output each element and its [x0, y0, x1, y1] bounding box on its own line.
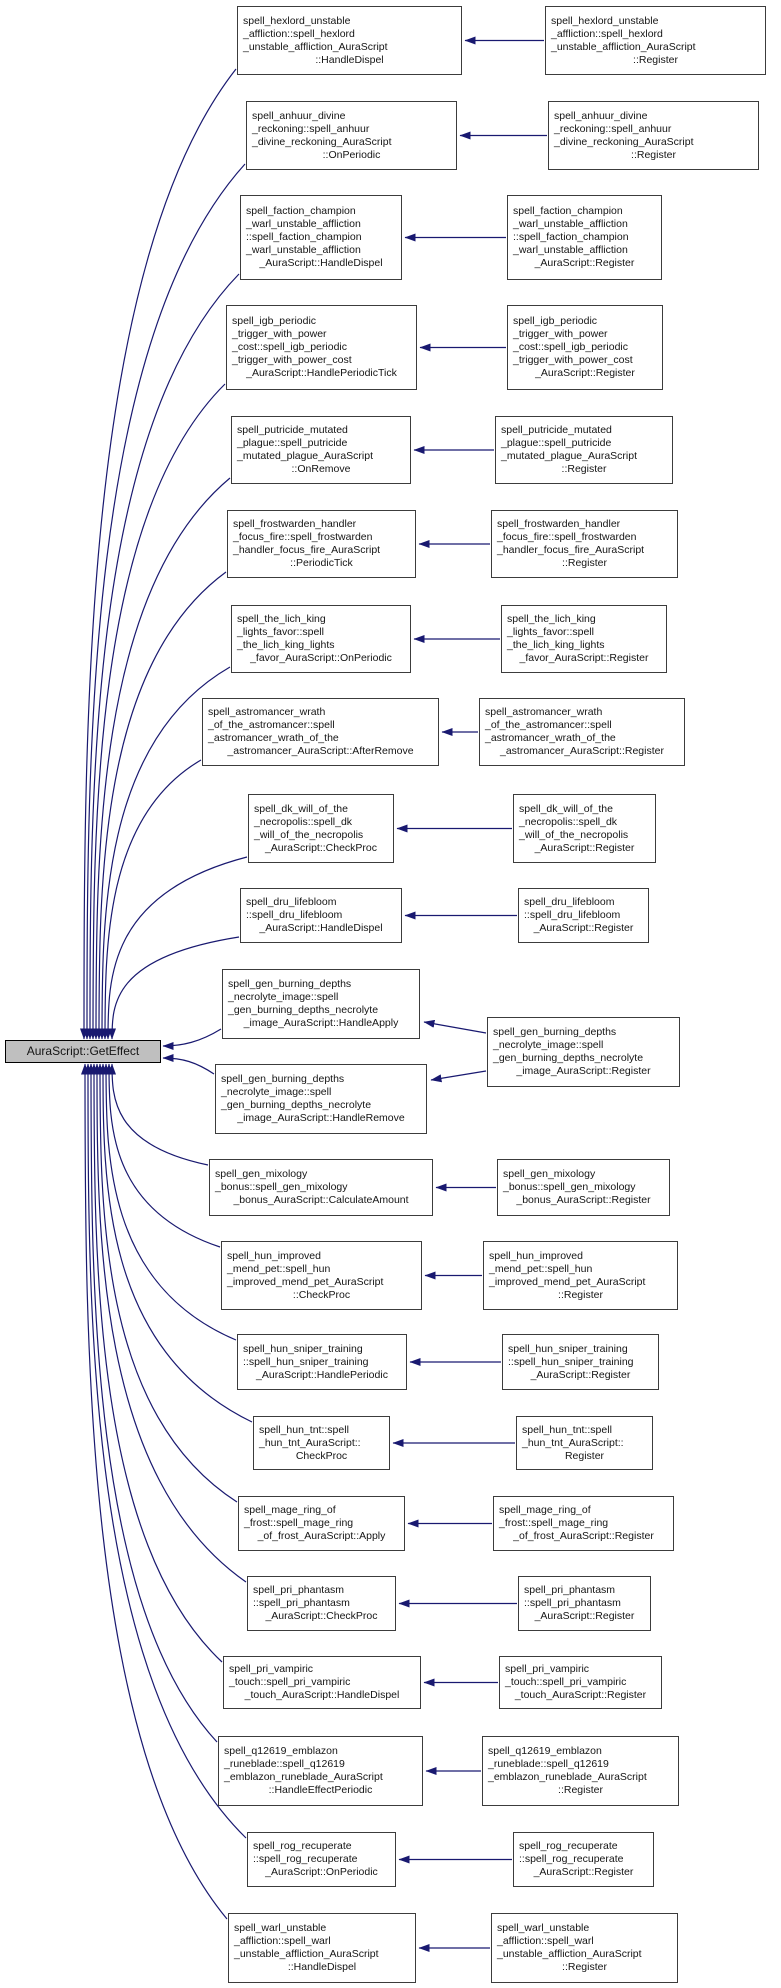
- register-node-line: _AuraScript::Register: [530, 1368, 631, 1381]
- register-node-line: ::spell_hun_sniper_training: [508, 1355, 634, 1368]
- handler-node-line: ::OnPeriodic: [322, 148, 381, 161]
- register-node[interactable]: [518, 888, 649, 943]
- handler-node-line: ::spell_hun_sniper_training: [243, 1355, 369, 1368]
- register-node-line: spell_frostwarden_handler: [497, 518, 621, 530]
- register-node-line: _necropolis::spell_dk: [519, 815, 618, 828]
- handler-node-line: _warl_unstable_affliction: [246, 244, 361, 256]
- handler-node-line: spell_faction_champion: [246, 205, 356, 217]
- handler-node[interactable]: [226, 305, 417, 390]
- register-node-line: _reckoning::spell_anhuur: [554, 122, 672, 135]
- register-node-line: _AuraScript::Register: [534, 257, 635, 269]
- handler-node[interactable]: [228, 1913, 416, 1983]
- register-node-line: spell_anhuur_divine: [554, 109, 648, 122]
- register-node-line: _hun_tnt_AuraScript::: [522, 1436, 624, 1449]
- handler-node-line: ::OnRemove: [291, 463, 351, 475]
- register-node-line: spell_igb_periodic: [513, 315, 598, 327]
- register-node-line: _touch::spell_pri_vampiric: [505, 1676, 627, 1688]
- handler-node[interactable]: [247, 1576, 396, 1631]
- handler-node-line: _necrolyte_image::spell: [221, 1086, 332, 1098]
- graph-edge: [109, 1064, 220, 1247]
- handler-node[interactable]: [247, 1832, 396, 1887]
- register-node-line: ::spell_faction_champion: [513, 231, 629, 243]
- register-node[interactable]: [513, 1832, 654, 1887]
- handler-node-line: _astromancer_AuraScript::AfterRemove: [227, 745, 414, 757]
- handler-node-line: _of_frost_AuraScript::Apply: [257, 1530, 386, 1542]
- handler-node-line: ::HandleDispel: [315, 53, 384, 66]
- register-node[interactable]: [491, 1913, 678, 1983]
- handler-node-line: _image_AuraScript::HandleApply: [243, 1017, 399, 1029]
- register-node-line: spell_astromancer_wrath: [485, 706, 603, 718]
- handler-node-line: ::spell_rog_recuperate: [253, 1853, 358, 1865]
- register-node-line: _affliction::spell_hexlord: [551, 27, 663, 40]
- register-node-line: ::Register: [631, 148, 676, 161]
- register-node-line: _AuraScript::Register: [535, 367, 635, 379]
- handler-node-line: ::CheckProc: [292, 1288, 351, 1301]
- register-node-line: _image_AuraScript::Register: [516, 1065, 651, 1077]
- handler-node-line: _cost::spell_igb_periodic: [232, 341, 347, 353]
- handler-node-line: spell_pri_vampiric: [229, 1663, 314, 1675]
- register-node-line: _bonus::spell_gen_mixology: [503, 1181, 636, 1193]
- handler-node[interactable]: [253, 1416, 390, 1470]
- register-node-line: _emblazon_runeblade_AuraScript: [488, 1771, 647, 1783]
- handler-node-line: _frost::spell_mage_ring: [244, 1517, 354, 1529]
- register-node-line: spell_hun_improved: [489, 1249, 583, 1262]
- register-node-line: _warl_unstable_affliction: [513, 218, 628, 230]
- handler-node-line: _AuraScript::CheckProc: [265, 1610, 378, 1622]
- register-node-line: _touch_AuraScript::Register: [514, 1689, 647, 1701]
- handler-node[interactable]: [222, 969, 420, 1039]
- handler-node-line: _mend_pet::spell_hun: [227, 1262, 331, 1275]
- handler-node-line: _improved_mend_pet_AuraScript: [227, 1275, 384, 1288]
- register-node-line: spell_hun_tnt::spell: [522, 1423, 612, 1436]
- register-node-line: spell_hexlord_unstable: [551, 14, 659, 27]
- register-node-line: _astromancer_wrath_of_the: [485, 732, 616, 744]
- register-node-line: _cost::spell_igb_periodic: [513, 341, 628, 353]
- register-node-line: _unstable_affliction_AuraScript: [497, 1948, 642, 1960]
- handler-node-line: _the_lich_king_lights: [237, 639, 335, 651]
- handler-node-line: spell_anhuur_divine: [252, 109, 346, 122]
- handler-node-line: _gen_burning_depths_necrolyte: [228, 1004, 379, 1016]
- register-node[interactable]: [499, 1656, 662, 1709]
- handler-node-line: spell_hexlord_unstable: [243, 14, 351, 27]
- register-node-line: spell_putricide_mutated: [501, 424, 612, 436]
- graph-edge: [94, 1064, 222, 1662]
- register-node-line: _the_lich_king_lights: [507, 639, 605, 651]
- register-node-line: spell_q12619_emblazon: [488, 1745, 602, 1757]
- register-node[interactable]: [545, 6, 766, 75]
- handler-node-line: spell_warl_unstable: [234, 1922, 327, 1934]
- register-node[interactable]: [483, 1241, 678, 1310]
- register-node[interactable]: [495, 416, 673, 484]
- handler-node-line: _handler_focus_fire_AuraScript: [233, 544, 381, 556]
- handler-node[interactable]: [221, 1241, 422, 1310]
- handler-node-line: ::PeriodicTick: [290, 557, 353, 569]
- handler-node-line: _image_AuraScript::HandleRemove: [237, 1112, 405, 1124]
- register-node-line: _mend_pet::spell_hun: [489, 1262, 593, 1275]
- handler-node-line: _of_the_astromancer::spell: [208, 719, 335, 731]
- register-node-line: spell_mage_ring_of: [499, 1504, 591, 1516]
- register-node-line: _AuraScript::Register: [534, 1610, 635, 1622]
- graph-edge: [424, 1022, 486, 1033]
- handler-node-line: _AuraScript::HandlePeriodic: [256, 1368, 388, 1381]
- handler-node-line: _AuraScript::HandlePeriodicTick: [246, 367, 397, 379]
- register-node-line: ::spell_dru_lifebloom: [524, 909, 621, 921]
- handler-node-line: spell_dk_will_of_the: [254, 802, 348, 815]
- handler-node-line: _bonus::spell_gen_mixology: [215, 1181, 348, 1193]
- handler-node-line: _reckoning::spell_anhuur: [252, 122, 370, 135]
- register-node-line: Register: [564, 1449, 605, 1462]
- handler-node-line: ::spell_pri_phantasm: [253, 1597, 350, 1609]
- graph-edge: [163, 1029, 221, 1046]
- register-node-line: _runeblade::spell_q12619: [488, 1758, 609, 1770]
- register-node-line: ::Register: [633, 53, 678, 66]
- handler-node-line: _plague::spell_putricide: [237, 437, 348, 449]
- handler-node-line: _AuraScript::OnPeriodic: [265, 1866, 378, 1878]
- register-node-line: ::Register: [558, 1784, 603, 1796]
- handler-node[interactable]: [223, 1656, 421, 1709]
- root-node: AuraScript::GetEffect: [5, 1040, 161, 1063]
- handler-node[interactable]: [246, 101, 457, 170]
- register-node[interactable]: [516, 1416, 653, 1470]
- graph-edge: [105, 760, 201, 1039]
- handler-node[interactable]: [209, 1159, 433, 1216]
- handler-node-line: _focus_fire::spell_frostwarden: [233, 531, 373, 543]
- handler-node-line: _divine_reckoning_AuraScript: [252, 135, 392, 148]
- register-node-line: _of_frost_AuraScript::Register: [513, 1530, 654, 1542]
- register-node-line: spell_faction_champion: [513, 205, 623, 217]
- handler-node-line: _AuraScript::CheckProc: [264, 841, 378, 854]
- handler-node-line: ::HandleEffectPeriodic: [268, 1784, 373, 1796]
- register-node-line: _improved_mend_pet_AuraScript: [489, 1275, 646, 1288]
- handler-node-line: spell_hun_tnt::spell: [259, 1423, 349, 1436]
- handler-node-line: _lights_favor::spell: [237, 626, 324, 638]
- handler-node-line: CheckProc: [295, 1449, 348, 1462]
- handler-node-line: spell_frostwarden_handler: [233, 518, 357, 530]
- register-node-line: ::Register: [561, 463, 607, 475]
- handler-node[interactable]: [231, 416, 411, 484]
- register-node[interactable]: [479, 698, 685, 766]
- handler-node-line: _mutated_plague_AuraScript: [237, 450, 374, 462]
- handler-node-line: spell_gen_mixology: [215, 1168, 308, 1180]
- register-node-line: ::spell_pri_phantasm: [524, 1597, 621, 1609]
- handler-node-line: _astromancer_wrath_of_the: [208, 732, 339, 744]
- handler-node-line: _unstable_affliction_AuraScript: [234, 1948, 379, 1960]
- handler-node-line: spell_igb_periodic: [232, 315, 317, 327]
- register-node-line: ::Register: [558, 1288, 603, 1301]
- register-node-line: _affliction::spell_warl: [497, 1935, 594, 1947]
- handler-node-line: _gen_burning_depths_necrolyte: [221, 1099, 372, 1111]
- register-node-line: _divine_reckoning_AuraScript: [554, 135, 694, 148]
- register-node-line: _will_of_the_necropolis: [519, 828, 629, 841]
- register-node[interactable]: [502, 1334, 659, 1390]
- handler-node-line: ::spell_faction_champion: [246, 231, 362, 243]
- handler-node-line: _trigger_with_power: [232, 328, 327, 340]
- handler-node-line: spell_hun_sniper_training: [243, 1342, 363, 1355]
- handler-node-line: _hun_tnt_AuraScript::: [259, 1436, 361, 1449]
- handler-node-line: ::HandleDispel: [287, 1961, 357, 1973]
- register-node-line: _frost::spell_mage_ring: [499, 1517, 609, 1529]
- handler-node-line: ::spell_dru_lifebloom: [246, 909, 343, 921]
- register-node-line: _unstable_affliction_AuraScript: [551, 40, 696, 53]
- register-node-line: _trigger_with_power_cost: [513, 354, 633, 366]
- handler-node-line: spell_gen_burning_depths: [221, 1073, 345, 1085]
- register-node-line: spell_the_lich_king: [507, 613, 596, 625]
- register-node-line: ::Register: [562, 557, 607, 569]
- handler-node-line: spell_dru_lifebloom: [246, 896, 337, 908]
- handler-node-line: _AuraScript::HandleDispel: [259, 922, 383, 934]
- register-node-line: _of_the_astromancer::spell: [485, 719, 612, 731]
- graph-edge: [91, 1064, 217, 1742]
- register-node[interactable]: [513, 794, 656, 863]
- register-node[interactable]: [493, 1496, 674, 1551]
- graph-edge: [112, 937, 239, 1039]
- handler-node-line: _affliction::spell_warl: [234, 1935, 331, 1947]
- register-node[interactable]: [487, 1017, 680, 1087]
- graph-edge: [97, 1064, 246, 1582]
- handler-node-line: spell_astromancer_wrath: [208, 706, 326, 718]
- register-node[interactable]: [501, 605, 667, 673]
- handler-node[interactable]: [231, 605, 411, 673]
- register-node-line: spell_pri_phantasm: [524, 1584, 616, 1596]
- register-node-line: spell_dru_lifebloom: [524, 896, 615, 908]
- register-node-line: spell_pri_vampiric: [505, 1663, 590, 1675]
- register-node[interactable]: [507, 305, 663, 390]
- register-node[interactable]: [548, 101, 759, 170]
- handler-node[interactable]: [237, 6, 462, 75]
- handler-node-line: spell_q12619_emblazon: [224, 1745, 338, 1757]
- handler-node-line: _trigger_with_power_cost: [232, 354, 352, 366]
- handler-node[interactable]: [238, 1496, 405, 1551]
- handler-node[interactable]: [248, 794, 394, 863]
- handler-node-line: _favor_AuraScript::OnPeriodic: [250, 652, 392, 664]
- register-node-line: _AuraScript::Register: [533, 922, 634, 934]
- register-node-line: spell_dk_will_of_the: [519, 802, 613, 815]
- handler-node-line: _will_of_the_necropolis: [254, 828, 364, 841]
- handler-node-line: _AuraScript::HandleDispel: [259, 257, 383, 269]
- graph-edge: [85, 1064, 227, 1919]
- handler-node-line: _necropolis::spell_dk: [254, 815, 353, 828]
- handler-node-line: spell_rog_recuperate: [253, 1840, 352, 1852]
- register-node-line: _bonus_AuraScript::Register: [516, 1194, 651, 1206]
- graph-edge: [99, 572, 226, 1039]
- handler-node-line: _necrolyte_image::spell: [228, 991, 339, 1003]
- handler-node-line: _emblazon_runeblade_AuraScript: [224, 1771, 383, 1783]
- handler-node-line: spell_gen_burning_depths: [228, 978, 352, 990]
- handler-node-line: _affliction::spell_hexlord: [243, 27, 355, 40]
- register-node-line: _AuraScript::Register: [534, 841, 635, 854]
- handler-node[interactable]: [227, 510, 416, 578]
- handler-node-line: _runeblade::spell_q12619: [224, 1758, 345, 1770]
- register-node-line: _focus_fire::spell_frostwarden: [497, 531, 637, 543]
- handler-node-line: spell_pri_phantasm: [253, 1584, 345, 1596]
- register-node[interactable]: [507, 195, 662, 280]
- register-node-line: spell_gen_burning_depths: [493, 1026, 617, 1038]
- handler-node-line: _unstable_affliction_AuraScript: [243, 40, 388, 53]
- register-node[interactable]: [482, 1736, 679, 1806]
- handler-node-line: _touch_AuraScript::HandleDispel: [244, 1689, 400, 1701]
- register-node[interactable]: [491, 510, 678, 578]
- handler-node[interactable]: [202, 698, 439, 766]
- register-node-line: spell_gen_mixology: [503, 1168, 596, 1180]
- register-node-line: ::spell_rog_recuperate: [519, 1853, 624, 1865]
- register-node[interactable]: [518, 1576, 651, 1631]
- register-node-line: spell_warl_unstable: [497, 1922, 590, 1934]
- handler-node-line: _warl_unstable_affliction: [246, 218, 361, 230]
- handler-node[interactable]: [237, 1334, 407, 1390]
- register-node-line: _handler_focus_fire_AuraScript: [497, 544, 645, 556]
- register-node-line: _AuraScript::Register: [533, 1866, 634, 1878]
- register-node-line: _favor_AuraScript::Register: [519, 652, 649, 664]
- handler-node[interactable]: [215, 1064, 427, 1134]
- register-node-line: _astromancer_AuraScript::Register: [500, 745, 664, 757]
- register-node-line: _warl_unstable_affliction: [513, 244, 628, 256]
- graph-edge: [163, 1058, 214, 1074]
- register-node-line: _gen_burning_depths_necrolyte: [493, 1052, 644, 1064]
- handler-node-line: spell_the_lich_king: [237, 613, 326, 625]
- handler-node[interactable]: [240, 195, 402, 280]
- register-node-line: _mutated_plague_AuraScript: [501, 450, 638, 462]
- handler-node[interactable]: [218, 1736, 423, 1806]
- handler-node-line: spell_mage_ring_of: [244, 1504, 336, 1516]
- handler-node-line: _bonus_AuraScript::CalculateAmount: [233, 1194, 409, 1206]
- handler-node-line: _touch::spell_pri_vampiric: [229, 1676, 351, 1688]
- register-node-line: spell_hun_sniper_training: [508, 1342, 628, 1355]
- graph-edge: [112, 1064, 208, 1165]
- register-node-line: _lights_favor::spell: [507, 626, 594, 638]
- register-node-line: _necrolyte_image::spell: [493, 1039, 604, 1051]
- register-node-line: _trigger_with_power: [513, 328, 608, 340]
- handler-node[interactable]: [240, 888, 402, 943]
- graph-edge: [431, 1071, 486, 1080]
- register-node-line: ::Register: [562, 1961, 607, 1973]
- register-node-line: spell_rog_recuperate: [519, 1840, 618, 1852]
- handler-node-line: spell_hun_improved: [227, 1249, 321, 1262]
- register-node[interactable]: [497, 1159, 670, 1216]
- register-node-line: _plague::spell_putricide: [501, 437, 612, 449]
- handler-node-line: spell_putricide_mutated: [237, 424, 348, 436]
